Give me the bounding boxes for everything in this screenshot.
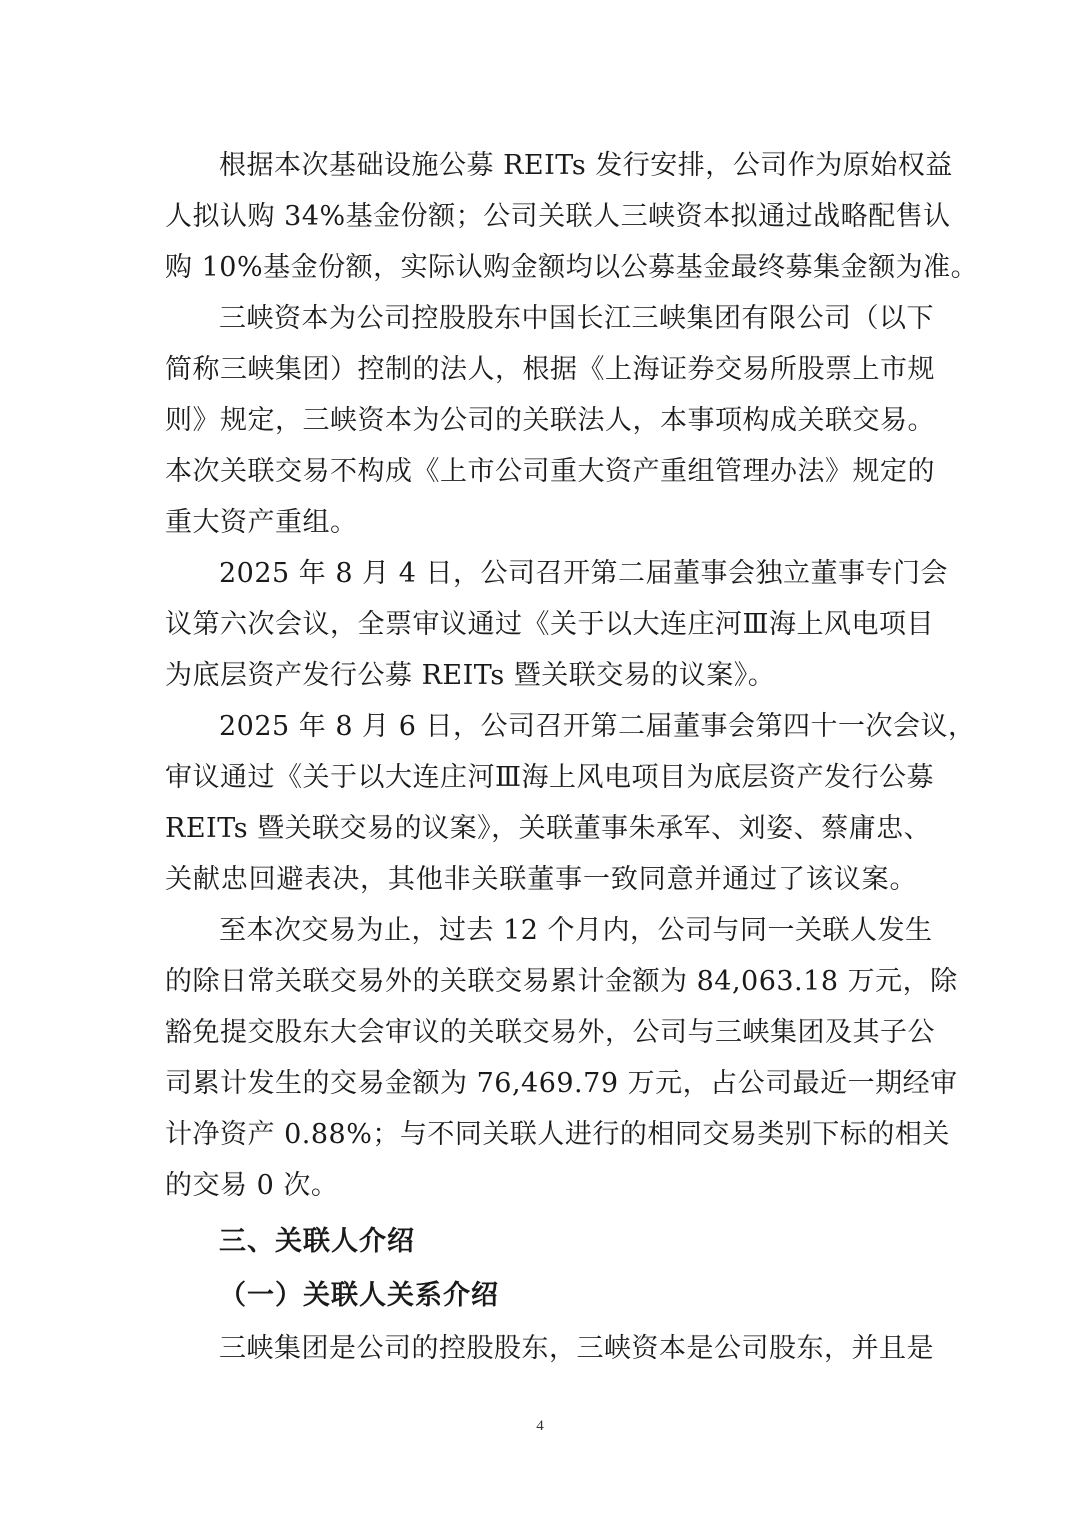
text-line: 计净资产 0.88%；与不同关联人进行的相同交易类别下标的相关 [165, 1119, 950, 1150]
text-line: 人拟认购 34%基金份额；公司关联人三峡资本拟通过战略配售认 [165, 201, 951, 232]
text-line-final: 三峡集团是公司的控股股东，三峡资本是公司股东，并且是 [219, 1333, 934, 1364]
text-line: 根据本次基础设施公募 REITs 发行安排，公司作为原始权益 [219, 150, 953, 181]
text-line: 三峡资本为公司控股股东中国长江三峡集团有限公司（以下 [219, 303, 934, 334]
paragraph-related-party-relationship [165, 293, 935, 548]
text-line: 的交易 0 次。 [165, 1170, 339, 1201]
text-line: 2025 年 8 月 4 日，公司召开第二届董事会独立董事专门会 [219, 558, 948, 589]
text-line: REITs 暨关联交易的议案》，关联董事朱承军、刘姿、蔡庸忠、 [165, 813, 932, 844]
text-line: 关献忠回避表决，其他非关联董事一致同意并通过了该议案。 [165, 864, 917, 895]
text-line: 的除日常关联交易外的关联交易累计金额为 84,063.18 万元，除 [165, 966, 958, 997]
text-line: 审议通过《关于以大连庄河Ⅲ海上风电项目为底层资产发行公募 [165, 762, 935, 793]
text-line: 则》规定，三峡资本为公司的关联法人，本事项构成关联交易。 [165, 405, 935, 436]
text-line: 简称三峡集团）控制的法人，根据《上海证券交易所股票上市规 [165, 354, 935, 385]
text-line: 购 10%基金份额，实际认购金额均以公募基金最终募集金额为准。 [165, 252, 979, 283]
paragraph-board-meeting [165, 701, 976, 905]
paragraph-cumulative-transactions [165, 905, 958, 1211]
text-line: 重大资产重组。 [165, 507, 358, 538]
paragraph-independent-directors-meeting [165, 548, 948, 701]
paragraph-reits-subscription [165, 140, 979, 293]
page-number: 4 [536, 1418, 544, 1434]
text-line: 司累计发生的交易金额为 76,469.79 万元，占公司最近一期经审 [165, 1068, 958, 1099]
text-line: 2025 年 8 月 6 日，公司召开第二届董事会第四十一次会议， [219, 711, 976, 742]
text-line: 至本次交易为止，过去 12 个月内，公司与同一关联人发生 [219, 915, 933, 946]
section-heading: 三、关联人介绍 [219, 1226, 415, 1257]
text-line: 豁免提交股东大会审议的关联交易外，公司与三峡集团及其子公 [165, 1017, 935, 1048]
document-body [165, 140, 979, 1374]
text-line: 议第六次会议，全票审议通过《关于以大连庄河Ⅲ海上风电项目 [165, 609, 935, 640]
subsection-heading: （一）关联人关系介绍 [219, 1280, 499, 1311]
text-line: 为底层资产发行公募 REITs 暨关联交易的议案》。 [165, 660, 776, 691]
text-line: 本次关联交易不构成《上市公司重大资产重组管理办法》规定的 [165, 456, 935, 487]
